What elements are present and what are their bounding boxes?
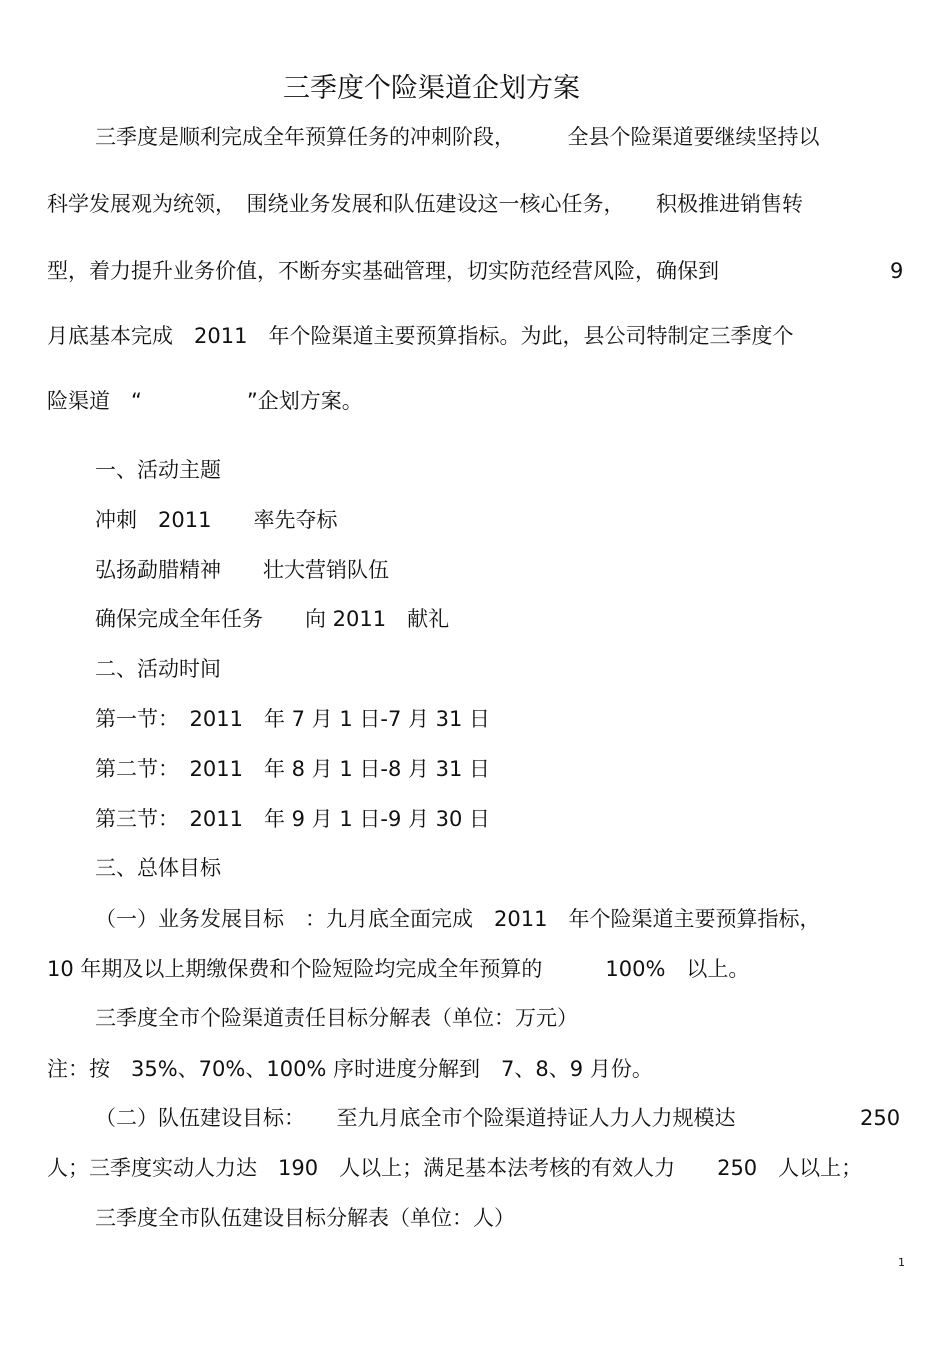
document-title: 三季度个险渠道企划方案	[283, 73, 580, 104]
period-1: 第一节： 2011 年 7 月 1 日-7 月 31 日	[95, 707, 491, 731]
period-3: 第三节： 2011 年 9 月 1 日-9 月 30 日	[95, 807, 491, 831]
period-2: 第二节： 2011 年 8 月 1 日-8 月 31 日	[95, 757, 491, 781]
slogan-1: 冲刺 2011 率先夺标	[95, 508, 338, 532]
intro-line-4: 月底基本完成 2011 年个险渠道主要预算指标。为此，县公司特制定三季度个	[47, 324, 794, 348]
intro-line-5: 险渠道 “ ”企划方案。	[47, 389, 363, 413]
intro-line-3: 型，着力提升业务价值，不断夯实基础管理，切实防范经营风险，确保到	[47, 259, 719, 283]
business-goal-line-1: （一）业务发展目标 ：九月底全面完成 2011 年个险渠道主要预算指标，	[95, 907, 821, 931]
table1-caption: 三季度全市个险渠道责任目标分解表（单位：万元）	[95, 1006, 578, 1030]
intro-line-1: 三季度是顺利完成全年预算任务的冲刺阶段， 全县个险渠道要继续坚持以	[95, 125, 820, 149]
intro-line-3-number: 9	[890, 259, 904, 283]
team-goal-number: 250	[860, 1106, 901, 1130]
table2-caption: 三季度全市队伍建设目标分解表（单位：人）	[95, 1206, 515, 1230]
section1-heading: 一、活动主题	[95, 458, 221, 482]
business-goal-line-2: 10 年期及以上期缴保费和个险短险均完成全年预算的 100% 以上。	[47, 957, 750, 981]
team-goal-line-1: （二）队伍建设目标： 至九月底全市个险渠道持证人力人力规模达	[95, 1106, 736, 1130]
slogan-3: 确保完成全年任务 向 2011 献礼	[95, 607, 450, 631]
page-number: 1	[898, 1256, 905, 1269]
section2-heading: 二、活动时间	[95, 657, 221, 681]
note-line: 注：按 35%、70%、100% 序时进度分解到 7、8、9 月份。	[47, 1057, 653, 1081]
intro-line-2: 科学发展观为统领， 围绕业务发展和队伍建设这一核心任务， 积极推进销售转	[47, 192, 803, 216]
slogan-2: 弘扬勐腊精神 壮大营销队伍	[95, 558, 389, 582]
section3-heading: 三、总体目标	[95, 856, 221, 880]
team-goal-line-2: 人；三季度实动人力达 190 人以上；满足基本法考核的有效人力 250 人以上；	[47, 1156, 863, 1180]
